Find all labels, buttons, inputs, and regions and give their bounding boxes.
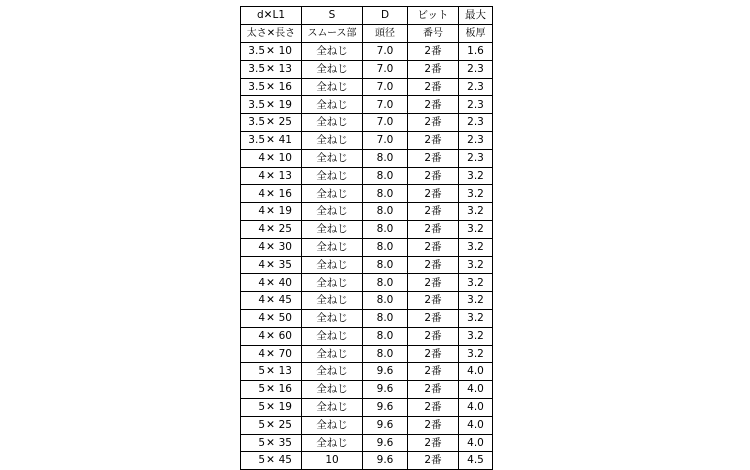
thread-diameter: 4 <box>258 294 265 307</box>
smooth-cell: 全ねじ <box>302 78 363 96</box>
thread-diameter: 3.5 <box>248 134 265 147</box>
times-sign: ✕ <box>266 436 275 449</box>
times-sign: ✕ <box>266 45 275 58</box>
head-diameter-cell: 7.0 <box>363 43 408 61</box>
times-sign: ✕ <box>266 116 275 129</box>
smooth-cell: 全ねじ <box>302 238 363 256</box>
max-thickness-cell: 4.0 <box>459 363 493 381</box>
bit-number-cell: 2番 <box>408 131 459 149</box>
head-diameter-cell: 9.6 <box>363 434 408 452</box>
max-thickness-cell: 3.2 <box>459 292 493 310</box>
smooth-cell: 全ねじ <box>302 149 363 167</box>
bit-number-cell: 2番 <box>408 149 459 167</box>
screw-length: 10 <box>278 151 292 164</box>
table-row <box>241 43 493 61</box>
thread-diameter: 4 <box>258 329 265 342</box>
max-thickness-cell: 2.3 <box>459 78 493 96</box>
max-thickness-cell: 4.5 <box>459 452 493 470</box>
times-sign: ✕ <box>266 276 275 289</box>
times-sign: ✕ <box>266 383 275 396</box>
times-sign: ✕ <box>266 347 275 360</box>
max-thickness-cell: 4.0 <box>459 381 493 399</box>
bit-number-cell: 2番 <box>408 434 459 452</box>
thread-diameter: 3.5 <box>248 98 265 111</box>
size-cell <box>241 96 302 114</box>
screw-length: 45 <box>278 454 292 467</box>
thread-diameter: 4 <box>258 151 265 164</box>
header-smooth-description: スムース部 <box>302 25 363 43</box>
head-diameter-cell: 8.0 <box>363 185 408 203</box>
table-row <box>241 363 493 381</box>
table-row <box>241 96 493 114</box>
head-diameter-cell: 7.0 <box>363 78 408 96</box>
smooth-cell: 全ねじ <box>302 274 363 292</box>
head-diameter-cell: 8.0 <box>363 149 408 167</box>
head-diameter-cell: 9.6 <box>363 416 408 434</box>
times-sign: ✕ <box>266 151 275 164</box>
max-thickness-cell: 3.2 <box>459 238 493 256</box>
screw-length: 60 <box>278 329 292 342</box>
smooth-cell: 全ねじ <box>302 434 363 452</box>
smooth-cell: 全ねじ <box>302 381 363 399</box>
head-diameter-cell: 8.0 <box>363 345 408 363</box>
table-row <box>241 345 493 363</box>
table-row <box>241 274 493 292</box>
smooth-cell: 全ねじ <box>302 114 363 132</box>
bit-number-cell: 2番 <box>408 185 459 203</box>
header-bit-label: ビット <box>408 7 459 25</box>
screw-length: 16 <box>278 187 292 200</box>
bit-number-cell: 2番 <box>408 238 459 256</box>
smooth-cell: 全ねじ <box>302 185 363 203</box>
thread-diameter: 4 <box>258 187 265 200</box>
times-sign: ✕ <box>266 312 275 325</box>
thread-diameter: 4 <box>258 347 265 360</box>
size-cell <box>241 185 302 203</box>
times-sign: ✕ <box>266 223 275 236</box>
size-cell <box>241 452 302 470</box>
table-row <box>241 149 493 167</box>
thread-diameter: 5 <box>258 383 265 396</box>
bit-number-cell: 2番 <box>408 381 459 399</box>
screw-length: 19 <box>278 401 292 414</box>
screw-length: 50 <box>278 312 292 325</box>
smooth-cell: 全ねじ <box>302 363 363 381</box>
head-diameter-cell: 7.0 <box>363 114 408 132</box>
screw-length: 16 <box>278 80 292 93</box>
table-row <box>241 452 493 470</box>
bit-number-cell: 2番 <box>408 167 459 185</box>
thread-diameter: 5 <box>258 418 265 431</box>
bit-number-cell: 2番 <box>408 292 459 310</box>
thread-diameter: 4 <box>258 240 265 253</box>
head-diameter-cell: 8.0 <box>363 309 408 327</box>
bit-number-cell: 2番 <box>408 274 459 292</box>
times-sign: ✕ <box>266 187 275 200</box>
smooth-cell: 全ねじ <box>302 220 363 238</box>
max-thickness-cell: 3.2 <box>459 220 493 238</box>
bit-number-cell: 2番 <box>408 345 459 363</box>
times-sign: ✕ <box>266 205 275 218</box>
screw-length: 35 <box>278 258 292 271</box>
header-row-descriptions <box>241 25 493 43</box>
head-diameter-cell: 8.0 <box>363 220 408 238</box>
head-diameter-cell: 9.6 <box>363 381 408 399</box>
max-thickness-cell: 3.2 <box>459 309 493 327</box>
head-diameter-cell: 7.0 <box>363 96 408 114</box>
max-thickness-cell: 4.0 <box>459 416 493 434</box>
header-max-label: 最大 <box>459 7 493 25</box>
screw-length: 16 <box>278 383 292 396</box>
times-sign: ✕ <box>266 454 275 467</box>
header-size-description: 太さ✕長さ <box>241 25 302 43</box>
head-diameter-cell: 8.0 <box>363 203 408 221</box>
screw-length: 40 <box>278 276 292 289</box>
header-diameter-description: 頭径 <box>363 25 408 43</box>
screw-length: 13 <box>278 62 292 75</box>
smooth-cell: 全ねじ <box>302 292 363 310</box>
times-sign: ✕ <box>266 134 275 147</box>
max-thickness-cell: 3.2 <box>459 345 493 363</box>
table-row <box>241 220 493 238</box>
bit-number-cell: 2番 <box>408 96 459 114</box>
bit-number-cell: 2番 <box>408 452 459 470</box>
size-cell <box>241 149 302 167</box>
bit-number-cell: 2番 <box>408 220 459 238</box>
thread-diameter: 5 <box>258 436 265 449</box>
smooth-cell: 全ねじ <box>302 416 363 434</box>
max-thickness-cell: 2.3 <box>459 114 493 132</box>
head-diameter-cell: 9.6 <box>363 452 408 470</box>
max-thickness-cell: 3.2 <box>459 185 493 203</box>
screw-length: 19 <box>278 205 292 218</box>
head-diameter-cell: 9.6 <box>363 363 408 381</box>
screw-length: 13 <box>278 365 292 378</box>
screw-length: 30 <box>278 240 292 253</box>
size-cell <box>241 274 302 292</box>
screw-spec-table <box>240 6 493 470</box>
table-row <box>241 381 493 399</box>
size-cell <box>241 43 302 61</box>
bit-number-cell: 2番 <box>408 60 459 78</box>
smooth-cell: 10 <box>302 452 363 470</box>
thread-diameter: 3.5 <box>248 45 265 58</box>
table-row <box>241 167 493 185</box>
size-cell <box>241 60 302 78</box>
smooth-cell: 全ねじ <box>302 345 363 363</box>
bit-number-cell: 2番 <box>408 203 459 221</box>
table-row <box>241 114 493 132</box>
header-row-symbols <box>241 7 493 25</box>
screw-length: 10 <box>278 45 292 58</box>
smooth-cell: 全ねじ <box>302 309 363 327</box>
thread-diameter: 5 <box>258 454 265 467</box>
max-thickness-cell: 2.3 <box>459 149 493 167</box>
head-diameter-cell: 7.0 <box>363 131 408 149</box>
thread-diameter: 4 <box>258 276 265 289</box>
size-cell <box>241 416 302 434</box>
smooth-cell: 全ねじ <box>302 203 363 221</box>
table-row <box>241 185 493 203</box>
screw-length: 35 <box>278 436 292 449</box>
header-size-symbol: d✕L1 <box>241 7 302 25</box>
header-diameter-symbol: D <box>363 7 408 25</box>
size-cell <box>241 345 302 363</box>
thread-diameter: 3.5 <box>248 80 265 93</box>
times-sign: ✕ <box>266 169 275 182</box>
times-sign: ✕ <box>266 418 275 431</box>
size-cell <box>241 292 302 310</box>
table-row <box>241 78 493 96</box>
table-row <box>241 292 493 310</box>
screw-length: 19 <box>278 98 292 111</box>
max-thickness-cell: 3.2 <box>459 256 493 274</box>
thread-diameter: 3.5 <box>248 62 265 75</box>
thread-diameter: 5 <box>258 365 265 378</box>
smooth-cell: 全ねじ <box>302 167 363 185</box>
smooth-cell: 全ねじ <box>302 398 363 416</box>
times-sign: ✕ <box>266 329 275 342</box>
max-thickness-cell: 3.2 <box>459 203 493 221</box>
head-diameter-cell: 9.6 <box>363 398 408 416</box>
max-thickness-cell: 4.0 <box>459 434 493 452</box>
size-cell <box>241 238 302 256</box>
max-thickness-cell: 3.2 <box>459 167 493 185</box>
bit-number-cell: 2番 <box>408 327 459 345</box>
screw-length: 13 <box>278 169 292 182</box>
size-cell <box>241 309 302 327</box>
table-row <box>241 309 493 327</box>
max-thickness-cell: 3.2 <box>459 274 493 292</box>
screw-length: 41 <box>278 134 292 147</box>
size-cell <box>241 363 302 381</box>
head-diameter-cell: 8.0 <box>363 238 408 256</box>
smooth-cell: 全ねじ <box>302 60 363 78</box>
table-row <box>241 203 493 221</box>
head-diameter-cell: 8.0 <box>363 274 408 292</box>
table-header <box>241 7 493 43</box>
table-row <box>241 238 493 256</box>
thread-diameter: 4 <box>258 205 265 218</box>
smooth-cell: 全ねじ <box>302 96 363 114</box>
bit-number-cell: 2番 <box>408 114 459 132</box>
screw-length: 70 <box>278 347 292 360</box>
header-smooth-symbol: S <box>302 7 363 25</box>
size-cell <box>241 381 302 399</box>
bit-number-cell: 2番 <box>408 78 459 96</box>
size-cell <box>241 398 302 416</box>
smooth-cell: 全ねじ <box>302 256 363 274</box>
screw-length: 25 <box>278 418 292 431</box>
size-cell <box>241 327 302 345</box>
size-cell <box>241 434 302 452</box>
head-diameter-cell: 7.0 <box>363 60 408 78</box>
smooth-cell: 全ねじ <box>302 131 363 149</box>
thread-diameter: 4 <box>258 169 265 182</box>
table-row <box>241 327 493 345</box>
bit-number-cell: 2番 <box>408 398 459 416</box>
size-cell <box>241 131 302 149</box>
table-row <box>241 60 493 78</box>
times-sign: ✕ <box>266 80 275 93</box>
times-sign: ✕ <box>266 401 275 414</box>
table-row <box>241 398 493 416</box>
max-thickness-cell: 2.3 <box>459 131 493 149</box>
head-diameter-cell: 8.0 <box>363 167 408 185</box>
max-thickness-cell: 1.6 <box>459 43 493 61</box>
size-cell <box>241 78 302 96</box>
times-sign: ✕ <box>266 258 275 271</box>
head-diameter-cell: 8.0 <box>363 327 408 345</box>
table-row <box>241 434 493 452</box>
thread-diameter: 4 <box>258 223 265 236</box>
bit-number-cell: 2番 <box>408 416 459 434</box>
head-diameter-cell: 8.0 <box>363 256 408 274</box>
size-cell <box>241 167 302 185</box>
screw-length: 25 <box>278 116 292 129</box>
thread-diameter: 4 <box>258 312 265 325</box>
times-sign: ✕ <box>266 98 275 111</box>
table-row <box>241 131 493 149</box>
max-thickness-cell: 2.3 <box>459 96 493 114</box>
table-body <box>241 43 493 470</box>
bit-number-cell: 2番 <box>408 363 459 381</box>
table-row <box>241 256 493 274</box>
bit-number-cell: 2番 <box>408 43 459 61</box>
table-row <box>241 416 493 434</box>
size-cell <box>241 220 302 238</box>
size-cell <box>241 114 302 132</box>
size-cell <box>241 203 302 221</box>
thread-diameter: 3.5 <box>248 116 265 129</box>
times-sign: ✕ <box>266 365 275 378</box>
max-thickness-cell: 3.2 <box>459 327 493 345</box>
screw-length: 45 <box>278 294 292 307</box>
smooth-cell: 全ねじ <box>302 327 363 345</box>
screw-length: 25 <box>278 223 292 236</box>
times-sign: ✕ <box>266 240 275 253</box>
header-max-description: 板厚 <box>459 25 493 43</box>
times-sign: ✕ <box>266 62 275 75</box>
size-cell <box>241 256 302 274</box>
head-diameter-cell: 8.0 <box>363 292 408 310</box>
bit-number-cell: 2番 <box>408 256 459 274</box>
thread-diameter: 4 <box>258 258 265 271</box>
header-bit-description: 番号 <box>408 25 459 43</box>
max-thickness-cell: 4.0 <box>459 398 493 416</box>
times-sign: ✕ <box>266 294 275 307</box>
max-thickness-cell: 2.3 <box>459 60 493 78</box>
bit-number-cell: 2番 <box>408 309 459 327</box>
smooth-cell: 全ねじ <box>302 43 363 61</box>
thread-diameter: 5 <box>258 401 265 414</box>
